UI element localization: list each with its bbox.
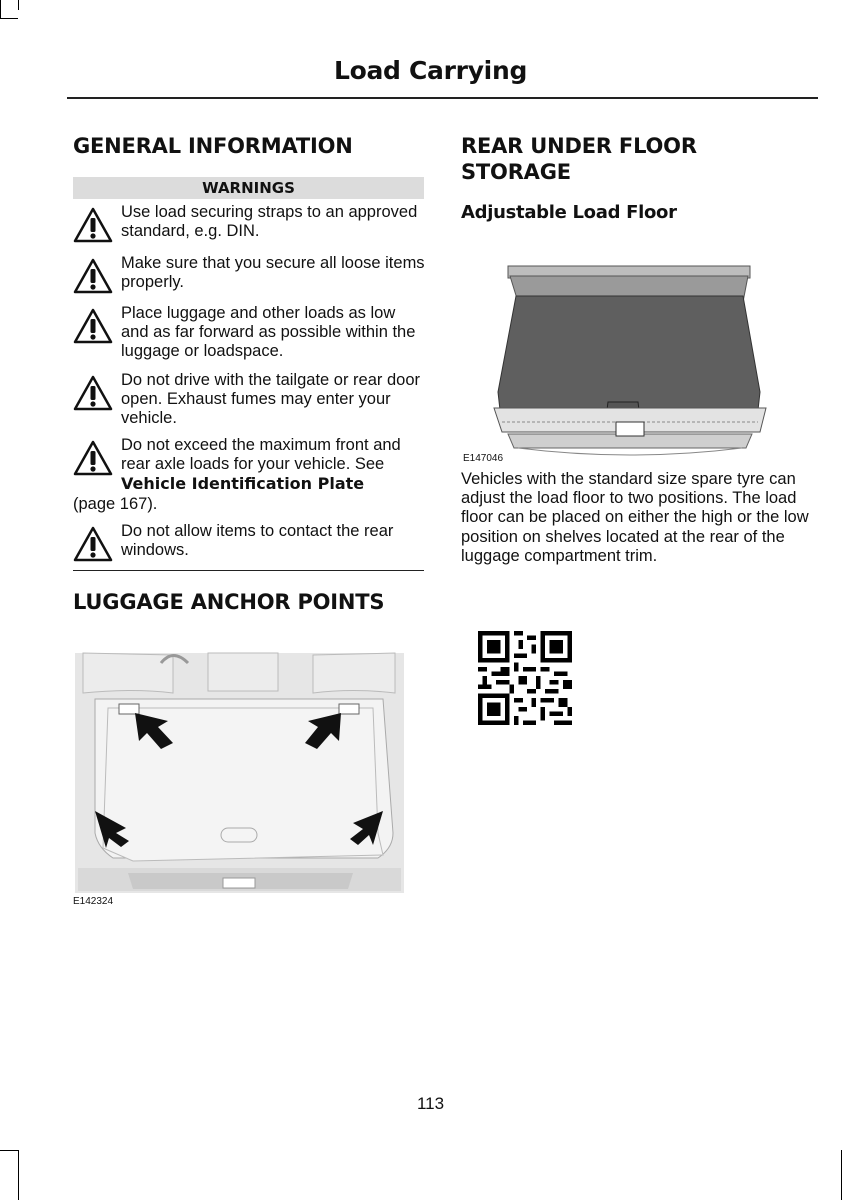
page-title: Load Carrying [333, 56, 528, 85]
page-reference: (page 167). [73, 494, 158, 513]
warning-triangle-icon [73, 308, 113, 344]
warning-item [73, 436, 425, 514]
header-divider [67, 97, 818, 99]
warning-triangle-icon [73, 526, 113, 562]
heading-line: STORAGE [461, 160, 571, 184]
warning-item [73, 304, 425, 362]
crop-mark [18, 1150, 19, 1200]
crop-mark [0, 18, 18, 19]
warnings-divider [73, 570, 424, 571]
qr-code [478, 631, 572, 725]
warning-triangle-icon [73, 375, 113, 411]
warning-item [73, 522, 425, 560]
load-floor-illustration [488, 262, 772, 458]
warning-text: Use load securing straps to an approved standard, e.g. DIN. [121, 203, 418, 241]
general-information-heading: GENERAL INFORMATION [73, 134, 353, 158]
rear-under-floor-storage-heading [461, 133, 697, 185]
warning-text: Place luggage and other loads as low and as far forward as possible within the luggage or loadspace. [121, 304, 416, 361]
luggage-anchor-points-heading: LUGGAGE ANCHOR POINTS [73, 590, 385, 614]
warning-item [73, 254, 425, 292]
warnings-banner: WARNINGS [73, 177, 424, 199]
crop-mark [18, 0, 19, 10]
crop-mark [0, 0, 1, 18]
warning-item [73, 203, 425, 241]
heading-line: REAR UNDER FLOOR [461, 134, 697, 158]
crop-mark [841, 1150, 842, 1200]
warning-triangle-icon [73, 207, 113, 243]
page-number: 113 [416, 1094, 445, 1113]
warning-text: Do not allow items to contact the rear windows. [121, 522, 394, 560]
warning-item [73, 371, 425, 429]
warning-text: Do not drive with the tailgate or rear door open. Exhaust fumes may enter your vehicle. [121, 371, 420, 428]
warning-triangle-icon [73, 440, 113, 476]
adjustable-load-floor-heading: Adjustable Load Floor [461, 202, 677, 223]
luggage-anchor-points-illustration [73, 633, 406, 895]
figure-code: E142324 [73, 896, 114, 907]
warning-triangle-icon [73, 258, 113, 294]
warning-text: Make sure that you secure all loose items properly. [121, 254, 425, 292]
crop-mark [0, 1150, 18, 1151]
warning-text: Do not exceed the maximum front and rear axle loads for your vehicle. See [121, 436, 401, 474]
cross-reference-link[interactable]: Vehicle Identification Plate [121, 474, 365, 494]
load-floor-description: Vehicles with the standard size spare tyre can adjust the load floor to two positions. The load floor can be placed on either the high or the low position on shelves located at the rear of the luggage compartment trim. [461, 470, 809, 565]
figure-code: E147046 [463, 453, 504, 464]
